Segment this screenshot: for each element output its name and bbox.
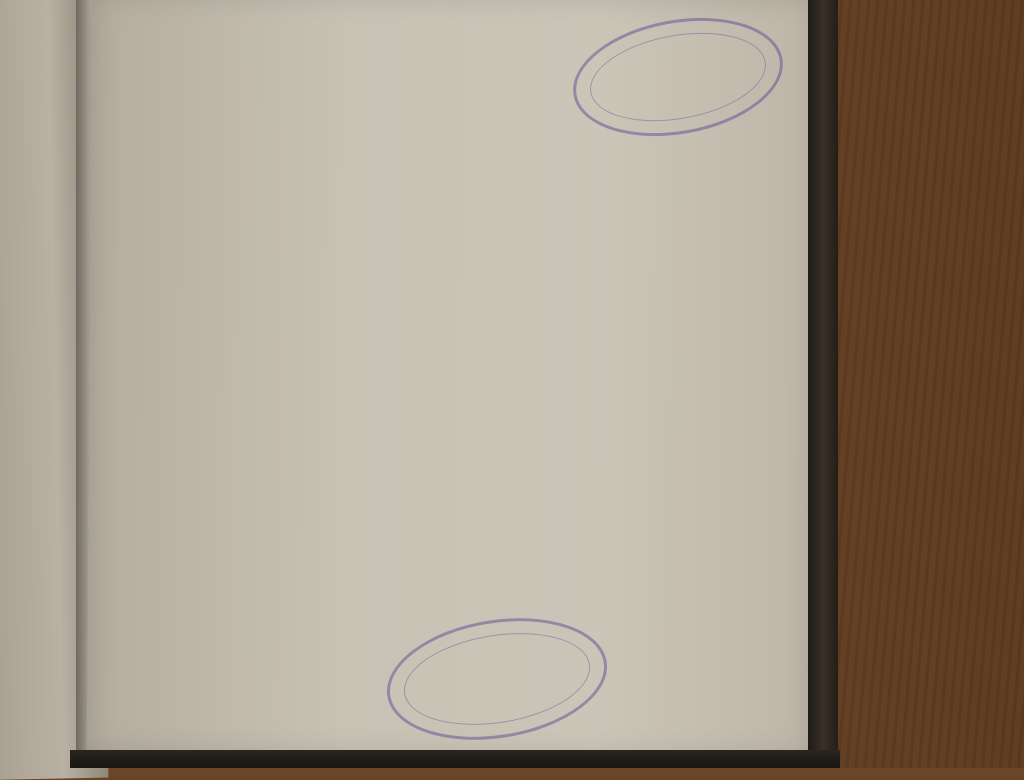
book-cover-bottom-edge: [70, 750, 840, 768]
section-heading: [174, 13, 734, 17]
paragraphs: [174, 13, 734, 17]
page-text-block: [174, 0, 734, 16]
book-cover-edge: [808, 0, 838, 768]
